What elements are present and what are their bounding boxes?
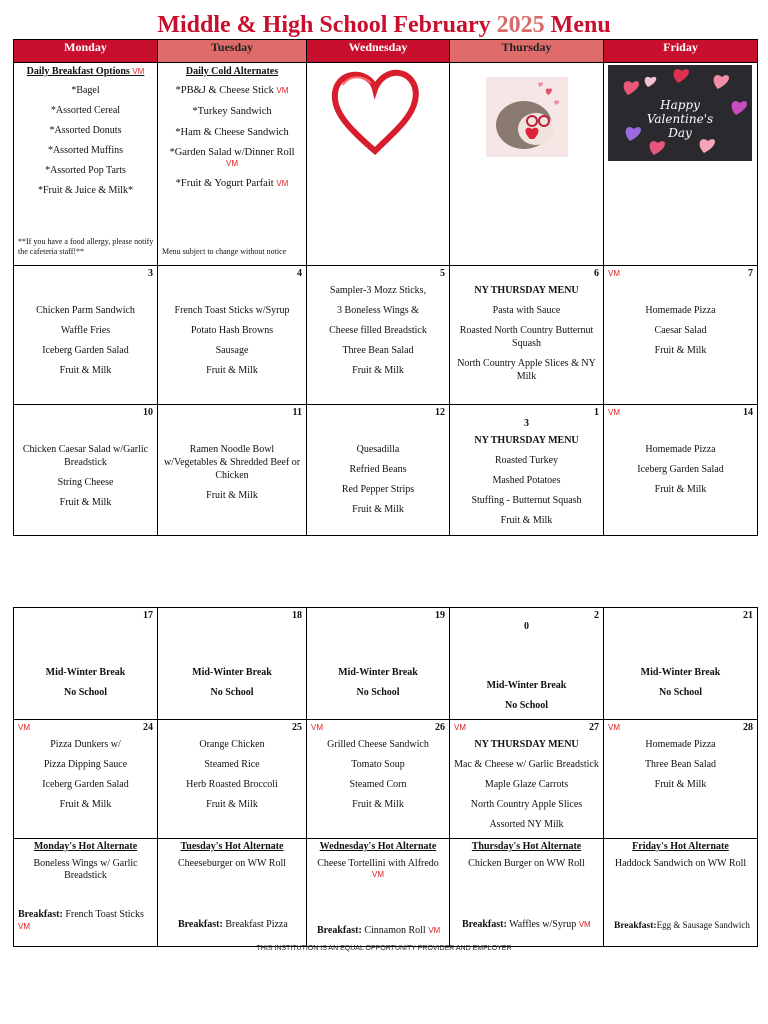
alternate-item: Chicken Burger on WW Roll (468, 858, 585, 869)
cold-alternates-list (158, 84, 306, 190)
header-wednesday: Wednesday (307, 40, 450, 63)
alternate-item: Cheese Tortellini with Alfredo VM (317, 858, 439, 879)
day-cell-4: 4 French Toast Sticks w/Syrup Potato Hash Browns Sausage Fruit & Milk (158, 266, 307, 405)
vm-mark: VM (18, 723, 30, 732)
day-number-wrap: 3 (524, 418, 529, 429)
vm-mark: VM (132, 67, 145, 76)
day-number-wrap: 0 (524, 621, 529, 632)
week-row-2 (14, 405, 758, 536)
day-number: 7 (748, 268, 753, 279)
week-row-3 (14, 608, 758, 720)
day-number: 6 (594, 268, 599, 279)
monday-hot-alternate (14, 839, 158, 947)
day-number: 18 (292, 610, 302, 621)
alternate-item: Cheeseburger on WW Roll (177, 858, 287, 869)
day-number: 11 (292, 407, 302, 418)
day-number: 21 (743, 610, 753, 621)
heart-icon (327, 67, 423, 155)
valentine-text-day: Day (668, 126, 692, 140)
day-cell-18: 18 Mid-Winter Break No School (158, 608, 307, 720)
ny-thursday-heading: NY THURSDAY MENU (474, 739, 579, 750)
list-item: *Bagel (71, 85, 100, 96)
valentines-day-icon (608, 65, 752, 161)
alternate-title: Friday's Hot Alternate (632, 841, 729, 852)
day-cell-25: 25 Orange Chicken Steamed Rice Herb Roasted Broccoli Fruit & Milk (158, 720, 307, 839)
heart-image-cell (307, 63, 450, 266)
header-thursday: Thursday (450, 40, 604, 63)
day-number: 3 (148, 268, 153, 279)
calendar-top (13, 39, 758, 536)
day-cell-6: 6 NY THURSDAY MENU Pasta with Sauce Roasted North Country Butternut Squash North Country Apple Slices & NY Milk (450, 266, 604, 405)
day-cell-27: VM 27 NY THURSDAY MENU Mac & Cheese w/ Garlic Breadstick Maple Glaze Carrots North Country Apple Slices Assorted NY Milk (450, 720, 604, 839)
valentine-text-happy: Happy (660, 98, 700, 112)
alternate-title: Wednesday's Hot Alternate (319, 841, 437, 852)
list-item: *Assorted Muffins (47, 145, 124, 156)
day-cell-17: 17 Mid-Winter Break No School (14, 608, 158, 720)
day-number: 10 (143, 407, 153, 418)
valentine-image-cell (604, 63, 758, 266)
header-monday: Monday (14, 40, 158, 63)
day-number: 24 (143, 722, 153, 733)
day-cell-20: 2 0 Mid-Winter Break No School (450, 608, 604, 720)
alternate-title: Thursday's Hot Alternate (471, 841, 582, 852)
tuesday-hot-alternate (158, 839, 307, 947)
wednesday-hot-alternate (307, 839, 450, 947)
day-cell-7: VM 7 Homemade Pizza Caesar Salad Fruit & Milk (604, 266, 758, 405)
day-number: 5 (440, 268, 445, 279)
breakfast-line: Breakfast: French Toast Sticks VM (18, 909, 144, 931)
week-row-4 (14, 720, 758, 839)
day-cell-12: 12 Quesadilla Refried Beans Red Pepper Strips Fruit & Milk (307, 405, 450, 536)
hedgehog-icon (486, 77, 568, 157)
breakfast-options-title: Daily Breakfast Options VM (26, 66, 145, 77)
list-item: *Garden Salad w/Dinner Roll VM (169, 147, 295, 168)
day-number: 26 (435, 722, 445, 733)
hot-alternates-row (14, 839, 758, 947)
vm-mark: VM (608, 723, 620, 732)
allergy-note: **If you have a food allergy, please notify the cafeteria staff!** (18, 237, 154, 256)
day-cell-24: VM 24 Pizza Dunkers w/ Pizza Dipping Sauce Iceberg Garden Salad Fruit & Milk (14, 720, 158, 839)
day-cell-14: VM 14 Homemade Pizza Iceberg Garden Salad Fruit & Milk (604, 405, 758, 536)
day-cell-21: 21 Mid-Winter Break No School (604, 608, 758, 720)
day-number: 12 (435, 407, 445, 418)
header-friday: Friday (604, 40, 758, 63)
list-item: *PB&J & Cheese Stick VM (175, 85, 289, 96)
alternate-item: Haddock Sandwich on WW Roll (614, 858, 747, 869)
week-row-1 (14, 266, 758, 405)
list-item: *Ham & Cheese Sandwich (175, 127, 289, 138)
day-cell-10: 10 Chicken Caesar Salad w/Garlic Breadstick String Cheese Fruit & Milk (14, 405, 158, 536)
header-tuesday: Tuesday (158, 40, 307, 63)
alternate-title: Tuesday's Hot Alternate (180, 841, 284, 852)
day-cell-19: 19 Mid-Winter Break No School (307, 608, 450, 720)
day-number: 25 (292, 722, 302, 733)
vm-mark: VM (608, 408, 620, 417)
day-cell-3: 3 Chicken Parm Sandwich Waffle Fries Iceberg Garden Salad Fruit & Milk (14, 266, 158, 405)
list-item: *Turkey Sandwich (192, 106, 272, 117)
breakfast-line: Breakfast: Cinnamon Roll VM (317, 925, 441, 936)
list-item: *Assorted Pop Tarts (45, 165, 126, 176)
day-number: 1 (594, 407, 599, 418)
day-cell-13: 1 3 NY THURSDAY MENU Roasted Turkey Mashed Potatoes Stuffing - Butternut Squash Fruit & Milk (450, 405, 604, 536)
ny-thursday-heading: NY THURSDAY MENU (474, 285, 579, 296)
page-title (0, 10, 768, 40)
day-number: 4 (297, 268, 302, 279)
change-note: Menu subject to change without notice (162, 247, 287, 256)
title-main: Middle & High School February (157, 12, 497, 38)
breakfast-options-cell (14, 63, 158, 266)
day-number: 17 (143, 610, 153, 621)
cold-alternates-cell (158, 63, 307, 266)
hedgehog-image-cell (450, 63, 604, 266)
day-number: 28 (743, 722, 753, 733)
alternate-title: Monday's Hot Alternate (33, 841, 138, 852)
list-item: *Fruit & Juice & Milk* (38, 185, 133, 196)
day-header-row (14, 40, 758, 63)
day-number: 2 (594, 610, 599, 621)
cold-alternates-title: Daily Cold Alternates (185, 66, 279, 77)
valentine-text-valentines: Valentine's (646, 112, 714, 126)
breakfast-line: Breakfast: Waffles w/Syrup VM (462, 919, 591, 930)
vm-mark: VM (608, 269, 620, 278)
list-item: *Fruit & Yogurt Parfait VM (175, 178, 289, 189)
day-number: 27 (589, 722, 599, 733)
friday-hot-alternate (604, 839, 758, 947)
day-cell-5: 5 Sampler-3 Mozz Sticks, 3 Boneless Wings & Cheese filled Breadstick Three Bean Salad Fruit & Milk (307, 266, 450, 405)
day-number: 19 (435, 610, 445, 621)
thursday-hot-alternate (450, 839, 604, 947)
breakfast-line: Breakfast:Egg & Sausage Sandwich (614, 920, 750, 931)
day-cell-26: VM 26 Grilled Cheese Sandwich Tomato Soup Steamed Corn Fruit & Milk (307, 720, 450, 839)
breakfast-options-list (14, 84, 157, 197)
breakfast-line: Breakfast: Breakfast Pizza (178, 919, 288, 930)
options-row (14, 63, 758, 266)
day-cell-28: VM 28 Homemade Pizza Three Bean Salad Fruit & Milk (604, 720, 758, 839)
title-year: 2025 (496, 12, 545, 38)
list-item: *Assorted Cereal (50, 105, 121, 116)
title-suffix: Menu (544, 12, 611, 38)
vm-mark: VM (311, 723, 323, 732)
ny-thursday-heading: NY THURSDAY MENU (474, 435, 579, 446)
footer-notice: THIS INSTITUTION IS AN EQUAL OPPORTUNITY PROVIDER AND EMPLOYER (256, 945, 512, 952)
day-number: 14 (743, 407, 753, 418)
alternate-item: Boneless Wings w/ Garlic Breadstick (33, 858, 138, 881)
calendar-bottom (13, 607, 758, 947)
day-cell-11: 11 Ramen Noodle Bowl w/Vegetables & Shredded Beef or Chicken Fruit & Milk (158, 405, 307, 536)
list-item: *Assorted Donuts (49, 125, 122, 136)
vm-mark: VM (454, 723, 466, 732)
